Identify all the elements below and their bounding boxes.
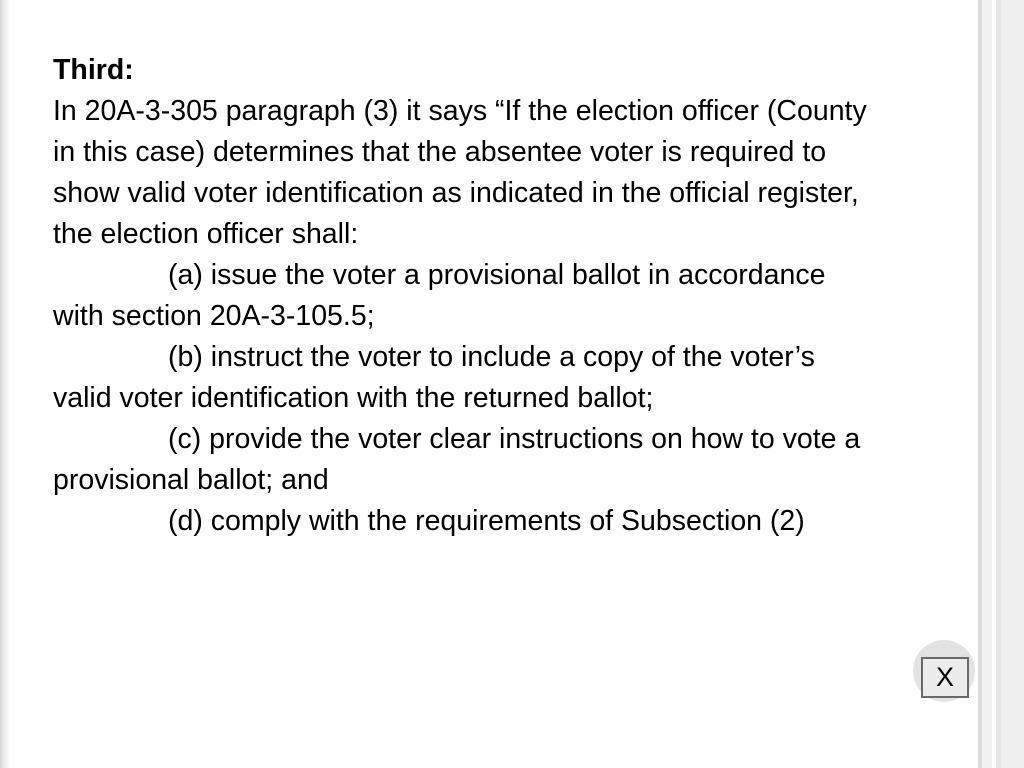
list-item-a: (a) issue the voter a provisional ballot in accordance with section 20A-3-105.5; [53,259,826,332]
list-item-b: (b) instruct the voter to include a copy of the voter’s valid voter identification with the returned ballot; [53,341,815,414]
list-item-c: (c) provide the voter clear instructions on how to vote a provisional ballot; and [53,423,861,496]
border-stripe [982,0,992,768]
border-stripe [1001,0,1024,768]
list-item-d: (d) comply with the requirements of Subsection (2) [168,505,805,537]
slide-body [53,50,873,542]
intro-paragraph: In 20A-3-305 paragraph (3) it says “If the election officer (County in this case) determines that the absentee voter is required to show valid voter identification as indicated in the official register, the election officer shall: [53,95,867,250]
close-button[interactable]: X [921,657,969,698]
slide-heading: Third: [53,54,134,86]
right-border-decoration [978,0,1024,768]
left-edge-shadow [0,0,9,768]
